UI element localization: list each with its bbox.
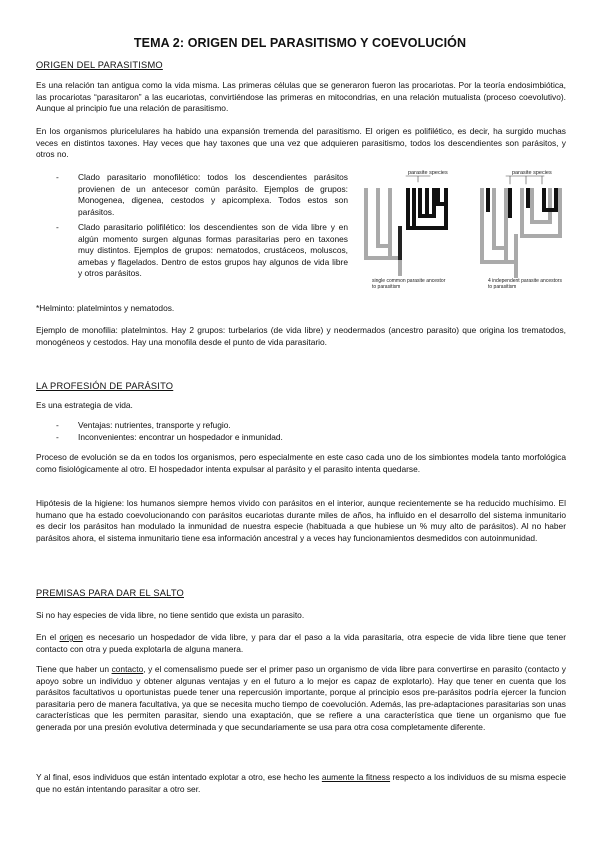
bullet-ventajas: [56, 420, 231, 432]
bullet-ventajas-text: Ventajas: nutrientes, transporte y refugio.: [78, 420, 231, 430]
bullet-polifiletico: [56, 222, 348, 280]
heading-origen-parasitismo: ORIGEN DEL PARASITISMO: [36, 60, 163, 70]
tree-right-top-label: parasite species: [512, 170, 552, 176]
paragraph-fitness: [36, 772, 566, 795]
paragraph-estrategia: Es una estrategia de vida.: [36, 400, 133, 410]
footnote-helminto: *Helminto: platelmintos y nematodos.: [36, 303, 175, 313]
bullet-dash: -: [56, 420, 59, 430]
paragraph-origen: [36, 632, 566, 655]
bullet-inconvenientes-text: Inconvenientes: encontrar un hospedador e inmunidad.: [78, 432, 283, 442]
tree-right-bottom-label-2: to parasitism: [488, 284, 517, 290]
paragraph-origen-rest: es necesario un hospedador de vida libre, y para dar el paso a la vida parasitaria, otra especie de vida libre tiene que tener contacto con otra y pueda explotarla de alguna manera.: [36, 632, 566, 654]
bullet-monofiletico-text: Clado parasitario monofilético: todos los descendientes parásitos provienen de un antecesor común parásito. Ejemplos de grupos: Monogenea, digenea, cestodos y apicomplexa. Todos estos son parásitos.: [78, 172, 348, 217]
tree-left-top-label: parasite species: [408, 170, 448, 176]
underlined-origen: origen: [59, 632, 83, 642]
phylogeny-figure: [360, 166, 570, 296]
tree-left-bottom-label-2: to parasitism: [372, 284, 401, 290]
underlined-contacto: contacto: [111, 664, 144, 674]
bullet-polifiletico-text: Clado parasitario polifilético: los descendientes son de vida libre y en algún momento surgen algunas formas parasitarias pero en taxones muy distintos. Ejemplos de grupos: nematodos, crustáceos, moluscos, amebas y flagelados. Dentro de estos grupos hay algunos de vida libre y otros parásitos.: [78, 222, 348, 279]
paragraph-fitness-lead: Y al final, esos individuos que están intentado explotar a otro, ese hecho les: [36, 772, 322, 782]
page-title: TEMA 2: ORIGEN DEL PARASITISMO Y COEVOLUCIÓN: [133, 36, 467, 50]
paragraph-fitness-rest: respecto a los individuos de su misma especie que no están intentando parasitar a otro ser.: [36, 772, 566, 794]
paragraph-origen-lead: En el: [36, 632, 60, 642]
phylogeny-tree-monophyletic: [366, 170, 448, 290]
phylogeny-tree-polyphyletic: [482, 170, 562, 290]
paragraph-contacto-lead: Tiene que haber un: [36, 664, 112, 674]
paragraph-evolucion: Proceso de evolución se da en todos los organismos, pero especialmente en este caso cada uno de los simbiontes modela tanto morfológica como fisiológicamente al otro. El hospedador intenta expulsar al parásito y el parasito intenta quedarse.: [36, 452, 566, 474]
paragraph-origen-1: Es una relación tan antigua como la vida misma. Las primeras células que se generaron fueron las procariotas. Por la teoría endosimbiótica, las procariotas “parasitaron” a las eucariotas, convirtiéndose las primeras en mitocondrias, en una relación mutualista (proceso coevolutivo). Aunque al principio fue una relación de parasitismo.: [36, 80, 566, 114]
paragraph-vida-libre: Si no hay especies de vida libre, no tiene sentido que exista un parasito.: [36, 610, 305, 620]
paragraph-contacto-rest: , y el comensalismo puede ser el primer paso un organismo de vida libre para convertirse en parasito (contacto y apoyo sobre un individuo y obtener algunas ventajas y en el futuro a lo mejor es capaz de explotarlo). Hay que tener en cuenta que los parásitos facultativos u oportunistas puede tener una repercusión importante, porque al principio esos pre-parásitos podría ejercer la funcion parasitaria pero de manera facultativa, ya que se necesita mucho tiempo de coevolución. Además, las pre-adaptaciones parasitarias son unas características que les permiten parasitar, siendo una exaptación, que se refiere a una característica que tiene un organismo que fue generada por una presión evolutiva determinada y que secundariamente se usa para otra cosa completamente diferente.: [36, 664, 566, 732]
paragraph-origen-2: En los organismos pluricelulares ha habido una expansión tremenda del parasitismo. El origen es polifilético, es decir, ha surgido muchas veces en distintos taxones. Hay veces que hay taxones que una vez que adquieren parasitismo, todos los descendientes son parásitos, y otros no.: [36, 126, 566, 160]
tree-right-bottom-label-1: 4 independent parasite ancestors: [488, 278, 562, 284]
heading-profesion-parasito: LA PROFESIÓN DE PARÁSITO: [36, 381, 174, 391]
paragraph-monofilia: Ejemplo de monofilia: platelmintos. Hay 2 grupos: turbelarios (de vida libre) y neodermados (ancestro parasito) que origina los trematodos, monogéneos y cestodos. Hay una monofila desde el punto de vida parasitario.: [36, 325, 566, 347]
bullet-dash: -: [56, 222, 59, 232]
paragraph-contacto: [36, 664, 566, 734]
bullet-monofiletico: [56, 172, 348, 218]
bullet-dash: -: [56, 432, 59, 442]
bullet-dash: -: [56, 172, 59, 182]
bullet-inconvenientes: [56, 432, 283, 444]
heading-premisas: PREMISAS PARA DAR EL SALTO: [36, 588, 184, 598]
underlined-fitness: aumente la fitness: [321, 772, 391, 782]
paragraph-higiene: Hipótesis de la higiene: los humanos siempre hemos vivido con parásitos en el interior, aunque recientemente se ha reducido muchísimo. El humano que ha estado coevolucionando con parásitos eucariotas durante miles de años, ha influido en el desarrollo del sistema inmunitario es decir los parásitos han modulado la inmunidad de nuestra especie (habituada a que hubiese un % muy alto de parásitos). Al no haber parásitos ahora, el sistema inmunitario tiene esa información ancestral y a veces hay funcionamientos desmedidos con autoinmunidad.: [36, 498, 566, 543]
tree-left-bottom-label-1: single common parasite ancestor: [372, 278, 446, 284]
